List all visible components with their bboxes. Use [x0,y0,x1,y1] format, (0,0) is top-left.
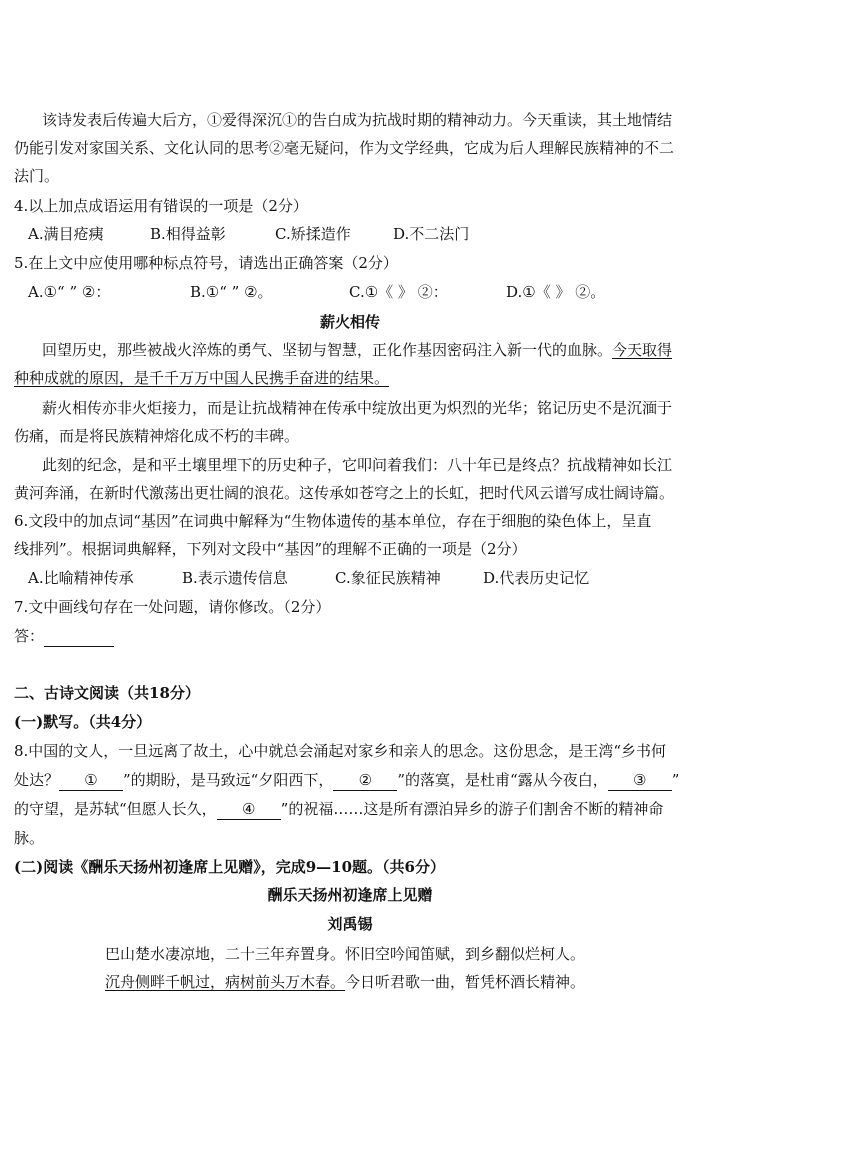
underlined-sentence-end: 种种成就的原因，是千千万万中国人民携手奋进的结果。 [14,369,390,387]
passage-p2-line2: 伤痛，而是将民族精神熔化成不朽的丰碑。 [14,427,300,445]
blank-2[interactable]: ② [333,770,397,791]
q8-line1: 8.中国的文人，一旦远离了故土，心中就总会涌起对家乡和亲人的思念。这份思念，是王湾“乡书何 [14,742,666,760]
q7-answer-blank[interactable] [44,626,114,647]
poem-underlined-couplet: 沉舟侧畔千帆过，病树前头万木春。 [105,973,346,991]
q7-answer-label: 答： [14,627,45,645]
q7-answer-row [14,626,114,647]
passage-p3-line1: 此刻的纪念，是和平土壤里埋下的历史种子，它叩问着我们：八十年已是终点？抗战精神如长江 [42,456,673,474]
q8-line4: 脉。 [14,829,45,847]
poem-author: 刘禹锡 [327,915,373,933]
blank-3[interactable]: ③ [608,770,672,791]
q8-line2 [14,770,679,791]
poem-line-2 [105,972,585,992]
poem-title: 酬乐天扬州初逢席上见赠 [267,886,433,904]
q8-text: ”的期盼，是马致远“夕阳西下， [123,771,334,789]
passage-p3-line2: 黄河奔涌，在新时代激荡出更壮阔的浪花。这传承如苍穹之上的长虹，把时代风云谱写成壮阔诗篇。 [14,484,675,502]
q4-option-c: C.矫揉造作 [275,225,351,243]
intro-line-3: 法门。 [14,167,60,185]
q5-option-c: C.①《 》 ②： [349,283,448,301]
section2-sub1: (一)默写。（共4分） [14,713,152,731]
intro-line-2: 仍能引发对家国关系、文化认同的思考②毫无疑问，作为文学经典，它成为后人理解民族精神的不二 [14,139,675,157]
q8-text: ” [671,771,680,789]
blank-4[interactable]: ④ [217,799,281,820]
poem-line-2-rest: 今日听君歌一曲，暂凭杯酒长精神。 [345,973,586,991]
q4-option-d: D.不二法门 [393,225,470,243]
underlined-sentence-start: 今天取得 [612,341,673,359]
q6-option-b: B.表示遗传信息 [182,569,288,587]
q5-option-d: D.①《 》 ②。 [506,283,606,301]
q6-option-d: D.代表历史记忆 [483,569,590,587]
q7-stem: 7.文中画线句存在一处问题，请你修改。（2分） [14,598,331,616]
q8-text: 的守望，是苏轼“但愿人长久， [14,800,217,818]
passage-p2-line1: 薪火相传亦非火炬接力，而是让抗战精神在传承中绽放出更为炽烈的光华；铭记历史不是沉湎于 [42,399,673,417]
passage-p1-text: 回望历史，那些被战火淬炼的勇气、坚韧与智慧，正化作基因密码注入新一代的血脉。 [42,341,613,359]
q5-option-b: B.①“ ” ②。 [190,283,273,301]
q6-stem-line2: 线排列”。根据词典解释，下列对文段中“基因”的理解不正确的一项是（2分） [14,540,527,558]
q8-text: ”的落寞，是杜甫“露从今夜白， [397,771,608,789]
q6-stem-line1: 6.文段中的加点词“基因”在词典中解释为“生物体遗传的基本单位，存在于细胞的染色体上，呈直 [14,512,652,530]
q5-stem: 5.在上文中应使用哪种标点符号，请选出正确答案（2分） [14,254,398,272]
blank-1[interactable]: ① [59,770,123,791]
section2-sub2: (二)阅读《酬乐天扬州初逢席上见赠》，完成9—10题。（共6分） [14,858,445,876]
intro-line-1: 该诗发表后传遍大后方，①爱得深沉①的告白成为抗战时期的精神动力。今天重读，其土地情结 [42,111,673,129]
q4-option-b: B.相得益彰 [150,225,226,243]
q5-option-a: A.①“ ” ②： [28,283,111,301]
q8-text: ”的祝福……这是所有漂泊异乡的游子们割舍不断的精神命 [280,800,664,818]
q8-line3 [14,799,663,820]
q6-option-a: A.比喻精神传承 [28,569,134,587]
q6-option-c: C.象征民族精神 [335,569,441,587]
passage-p1-line1 [42,340,672,360]
passage-title: 薪火相传 [319,313,380,331]
q4-stem: 4.以上加点成语运用有错误的一项是（2分） [14,197,308,215]
q8-text: 处达？ [14,771,60,789]
section2-heading: 二、古诗文阅读（共18分） [14,684,200,702]
q4-option-a: A.满目疮痍 [28,225,104,243]
poem-line-1: 巴山楚水凄凉地，二十三年弃置身。怀旧空吟闻笛赋，到乡翻似烂柯人。 [105,945,586,963]
